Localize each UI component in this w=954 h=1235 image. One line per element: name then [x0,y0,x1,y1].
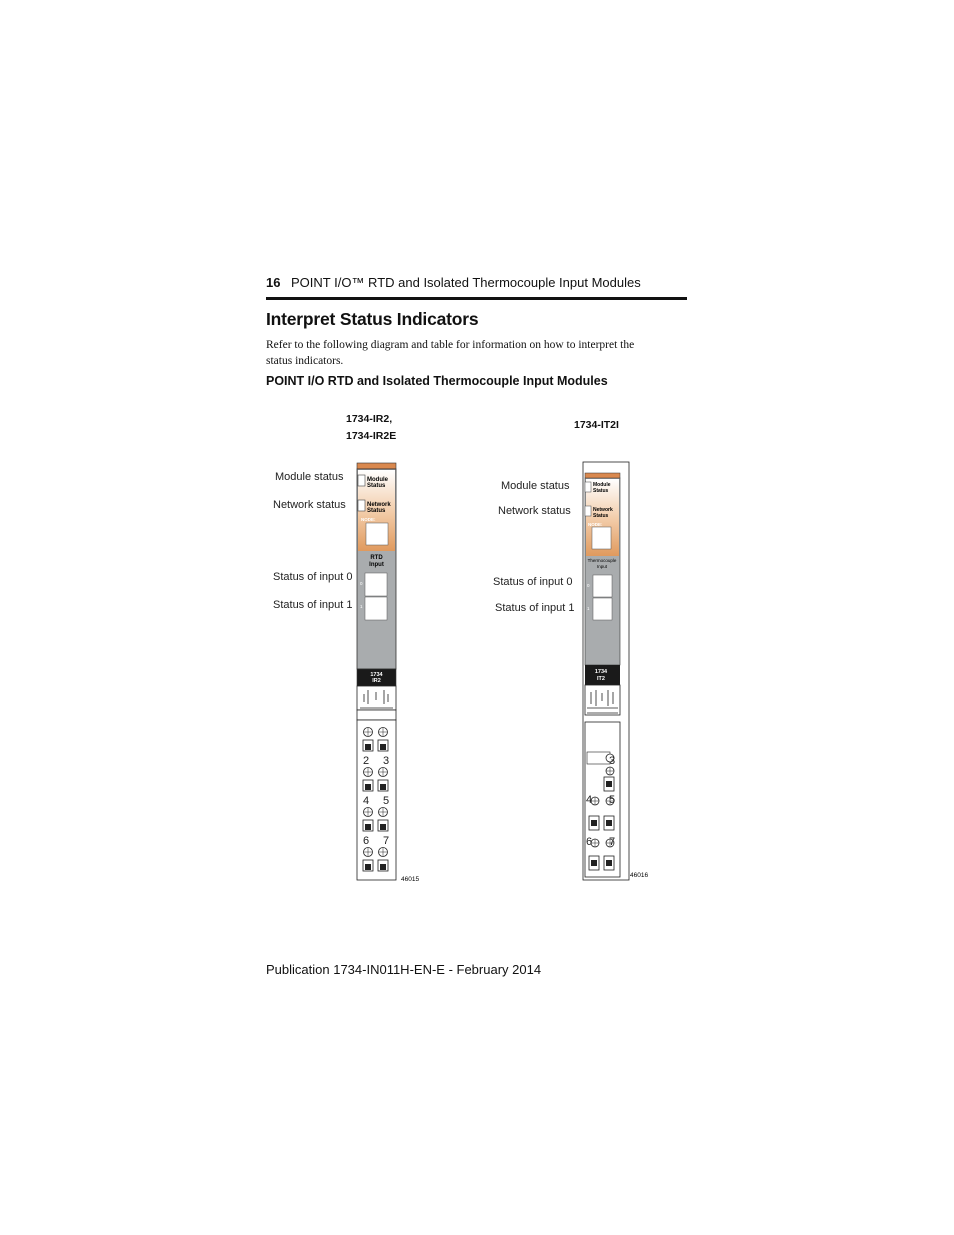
running-header-title: POINT I/O™ RTD and Isolated Thermocouple Input Modules [291,275,641,290]
left-module-illustration [350,460,430,890]
left-module-top-cap [357,463,396,469]
right-figure-id: 46016 [630,872,649,879]
right-panel-ch1: 1 [587,606,590,611]
left-model-line-2: 1734-IR2E [346,430,397,442]
left-terminal-2: 2 [363,755,370,767]
right-label-input0: Status of input 0 [493,576,573,588]
left-panel-io-text-2: Input [369,562,384,568]
left-latch-base [357,710,396,720]
section-heading: Interpret Status Indicators [266,309,479,329]
left-panel-io-text-1: RTD [370,555,383,561]
right-part-number-block [585,665,620,685]
figure-subheading: POINT I/O RTD and Isolated Thermocouple Input Modules [266,374,608,388]
page-number: 16 [266,275,281,290]
right-panel-module-text-2: Status [593,488,609,494]
right-terminal-6: 6 [586,836,593,848]
left-panel-ch1: 1 [360,604,363,609]
right-terminal-7: 7 [609,836,616,848]
left-terminal-3: 3 [383,755,390,767]
right-panel-part-1: 1734 [594,669,608,675]
right-input0-led [593,575,612,597]
right-panel-io-text-1: Thermocouple [587,558,617,563]
left-input1-led [365,597,387,620]
right-panel-network-text-2: Status [593,513,609,519]
left-label-input1: Status of input 1 [273,599,353,611]
left-panel-network-text-2: Status [367,508,386,514]
right-panel-module-text-1: Module [593,482,611,488]
left-terminal-4: 4 [363,795,370,807]
publication-footer: Publication 1734-IN011H-EN-E - February 2014 [266,962,542,977]
intro-line-1: Refer to the following diagram and table for information on how to interpret the [266,339,635,351]
left-label-module-status: Module status [275,471,344,483]
right-label-input1: Status of input 1 [495,602,575,614]
right-model-label: 1734-IT2I [574,419,619,431]
left-panel-ch0: 0 [360,581,363,586]
left-latch [357,686,396,710]
left-terminal-5: 5 [383,795,390,807]
right-node-address-box [592,527,611,549]
left-panel-part-2: IR2 [372,678,381,684]
right-terminal-4: 4 [586,794,593,806]
left-label-network-status: Network status [273,499,346,511]
left-module-status-led [358,475,365,486]
header-rule [266,297,687,300]
left-terminal-7: 7 [383,835,390,847]
left-model-line-1: 1734-IR2, [346,413,393,425]
left-model-label [346,411,396,445]
left-label-input0: Status of input 0 [273,571,353,583]
left-panel-module-text-1: Module [367,477,388,483]
right-panel-io-text-2: Input [596,564,608,569]
left-terminal-6: 6 [363,835,370,847]
left-input0-led [365,573,387,596]
left-node-address-box [366,523,388,545]
left-panel-part-1: 1734 [370,672,383,678]
left-figure-id: 46015 [401,876,420,883]
right-terminal-5: 5 [609,794,616,806]
left-panel-node-text: NODE: [361,517,376,522]
intro-paragraph [266,337,666,369]
right-network-status-led [585,506,591,516]
right-panel-ch0: 0 [587,583,590,588]
right-terminal-3: 3 [609,755,616,767]
right-input1-led [593,598,612,620]
right-module-illustration [575,460,665,885]
right-module-status-led [585,482,591,492]
right-panel-part-2: IT2 [597,676,605,682]
left-panel-module-text-2: Status [367,483,386,489]
right-label-module-status: Module status [501,480,570,492]
right-panel-network-text-1: Network [593,507,613,513]
right-module-top-cap [585,473,620,478]
left-network-status-led [358,500,365,511]
right-panel-node-text: NODE: [588,522,603,527]
intro-line-2: status indicators. [266,355,344,367]
right-label-network-status: Network status [498,505,571,517]
right-latch [585,685,620,715]
left-panel-network-text-1: Network [367,502,391,508]
